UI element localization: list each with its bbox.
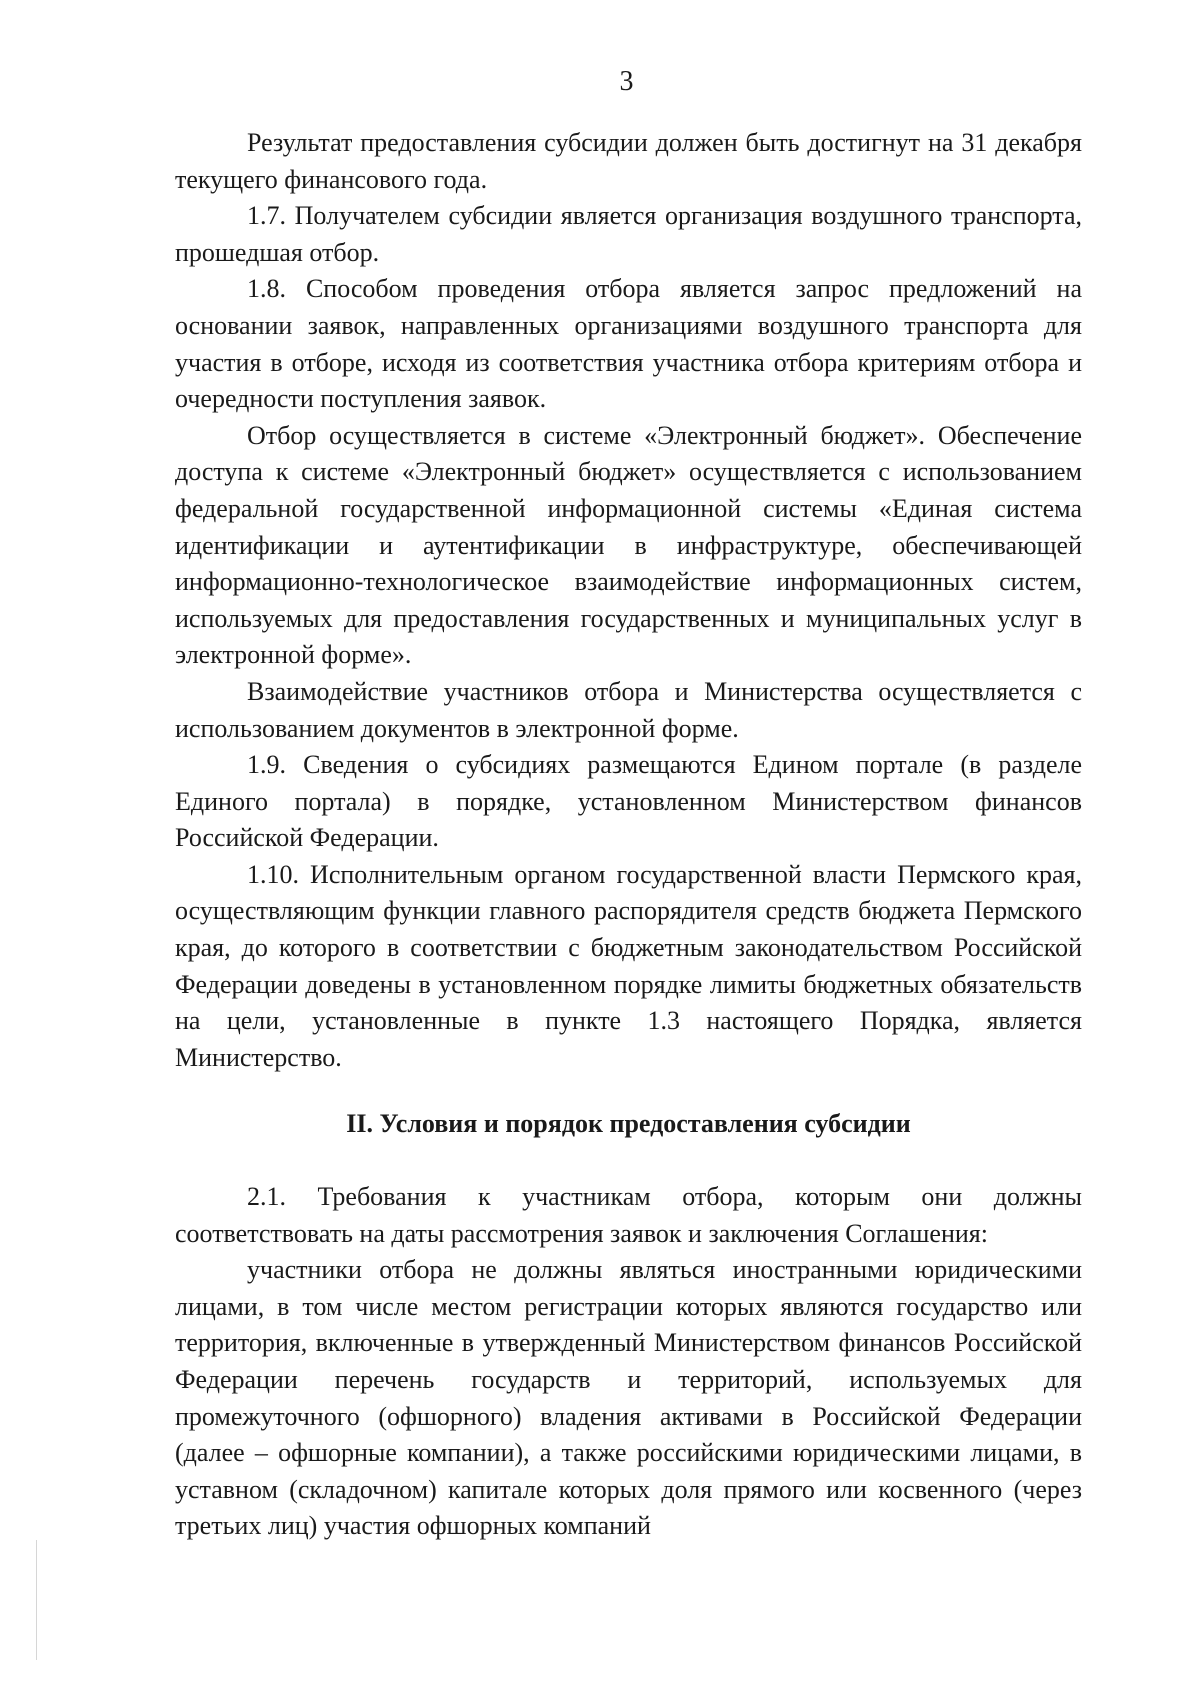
- paragraph-1-10: 1.10. Исполнительным органом государственной власти Пермского края, осуществляющим функции главного распорядителя средств бюджета Пермского края, до которого в соответствии с бюджетным законодательством Российской Федерации доведены в установленном порядке лимиты бюджетных обязательств на цели, установленные в пункте 1.3 настоящего Порядка, является Министерство.: [175, 859, 1082, 1072]
- paragraph-1-8: 1.8. Способом проведения отбора является запрос предложений на основании заявок, направленных организациями воздушного транспорта для участия в отборе, исходя из соответствия участника отбора критериям отбора и очередности поступления заявок.: [175, 274, 1082, 414]
- document-body: [175, 125, 1082, 1545]
- paragraph-result: Результат предоставления субсидии должен быть достигнут на 31 декабря текущего финансового года.: [175, 128, 1082, 194]
- scan-edge-mark: [36, 1540, 37, 1660]
- paragraph-selection-system: Отбор осуществляется в системе «Электронный бюджет». Обеспечение доступа к системе «Электронный бюджет» осуществляется с использованием федеральной государственной информационной системы «Единая система идентификации и аутентификации в инфраструктуре, обеспечивающей информационно-технологическое взаимодействие информационных систем, используемых для предоставления государственных и муниципальных услуг в электронной форме».: [175, 420, 1082, 670]
- paragraph-1-9: 1.9. Сведения о субсидиях размещаются Едином портале (в разделе Единого портала) в порядке, установленном Министерством финансов Российской Федерации.: [175, 750, 1082, 853]
- section-heading: II. Условия и порядок предоставления субсидии: [346, 1109, 911, 1139]
- paragraph-2-1: 2.1. Требования к участникам отбора, которым они должны соответствовать на даты рассмотрения заявок и заключения Соглашения:: [175, 1182, 1082, 1248]
- paragraph-interaction: Взаимодействие участников отбора и Министерства осуществляется с использованием документов в электронной форме.: [175, 676, 1082, 743]
- paragraph-participants: участники отбора не должны являться иностранными юридическими лицами, в том числе местом регистрации которых являются государство или территория, включенные в утвержденный Министерством финансов Российской Федерации перечень государств и территорий, используемых для промежуточного (офшорного) владения активами в Российской Федерации (далее – офшорные компании), а также российскими юридическими лицами, в уставном (складочном) капитале которых доля прямого или косвенного (через третьих лиц) участия офшорных компаний: [175, 1255, 1082, 1541]
- page-number: 3: [619, 66, 634, 97]
- paragraph-1-7: 1.7. Получателем субсидии является организация воздушного транспорта, прошедшая отбор.: [175, 201, 1082, 267]
